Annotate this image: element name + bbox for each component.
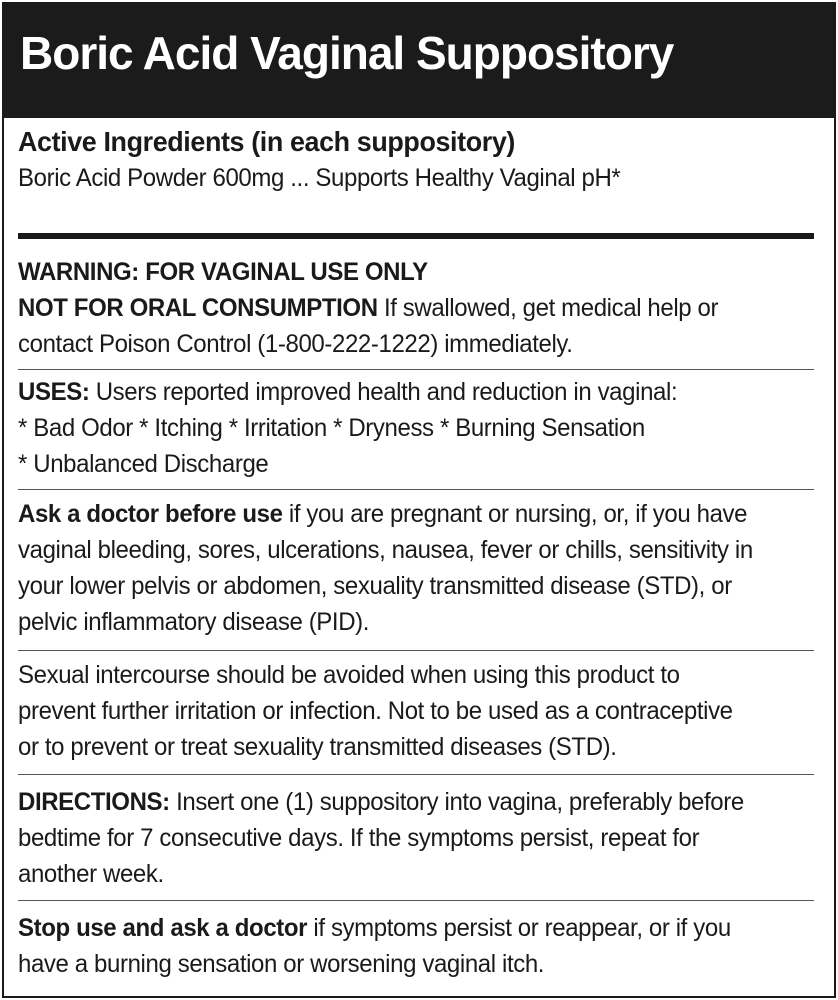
warning-text-2: contact Poison Control (1-800-222-1222) immediately. <box>18 330 573 358</box>
ask-doctor-text-4: pelvic inflammatory disease (PID). <box>18 608 370 636</box>
intercourse-text-3: or to prevent or treat sexuality transmitted diseases (STD). <box>18 733 617 761</box>
uses-section <box>18 374 786 482</box>
product-title: Boric Acid Vaginal Suppository <box>20 27 674 79</box>
divider <box>18 369 814 370</box>
warning-section <box>18 254 786 362</box>
ask-doctor-section <box>18 496 786 640</box>
directions-text-2: bedtime for 7 consecutive days. If the symptoms persist, repeat for <box>18 824 700 852</box>
warning-oral-bold: NOT FOR ORAL CONSUMPTION <box>18 294 378 322</box>
product-label <box>2 2 836 998</box>
directions-heading: DIRECTIONS: <box>18 788 170 816</box>
ask-doctor-text-3: your lower pelvis or abdomen, sexuality transmitted disease (STD), or <box>18 572 732 600</box>
directions-text-1: Insert one (1) suppository into vagina, preferably before <box>169 788 744 816</box>
active-ingredients-heading: Active Ingredients (in each suppository) <box>18 126 515 157</box>
directions-section <box>18 784 786 892</box>
stop-use-text-1: if symptoms persist or reappear, or if you <box>307 914 731 942</box>
uses-text-2: * Bad Odor * Itching * Irritation * Dryness * Burning Sensation <box>18 414 645 442</box>
stop-use-text-2: have a burning sensation or worsening vaginal itch. <box>18 950 545 978</box>
title-bar <box>4 4 834 118</box>
stop-use-heading: Stop use and ask a doctor <box>18 914 308 942</box>
divider <box>18 900 814 901</box>
ask-doctor-text-1: if you are pregnant or nursing, or, if you have <box>282 500 748 528</box>
active-ingredients-text: Boric Acid Powder 600mg ... Supports Healthy Vaginal pH* <box>18 164 621 192</box>
divider <box>18 650 814 651</box>
uses-text-1: Users reported improved health and reduction in vaginal: <box>89 378 678 406</box>
directions-text-3: another week. <box>18 860 164 888</box>
divider <box>18 774 814 775</box>
warning-heading: WARNING: FOR VAGINAL USE ONLY <box>18 258 428 286</box>
intercourse-text-2: prevent further irritation or infection. Not to be used as a contraceptive <box>18 697 733 725</box>
uses-text-3: * Unbalanced Discharge <box>18 450 269 478</box>
intercourse-section <box>18 657 786 765</box>
intercourse-text-1: Sexual intercourse should be avoided when using this product to <box>18 661 680 689</box>
uses-heading: USES: <box>18 378 90 406</box>
ask-doctor-heading: Ask a doctor before use <box>18 500 283 528</box>
warning-text-1: If swallowed, get medical help or <box>377 294 719 322</box>
stop-use-section <box>18 910 786 982</box>
divider <box>18 489 814 490</box>
ask-doctor-text-2: vaginal bleeding, sores, ulcerations, nausea, fever or chills, sensitivity in <box>18 536 753 564</box>
active-ingredients-section <box>18 124 786 196</box>
thick-divider <box>18 233 814 239</box>
